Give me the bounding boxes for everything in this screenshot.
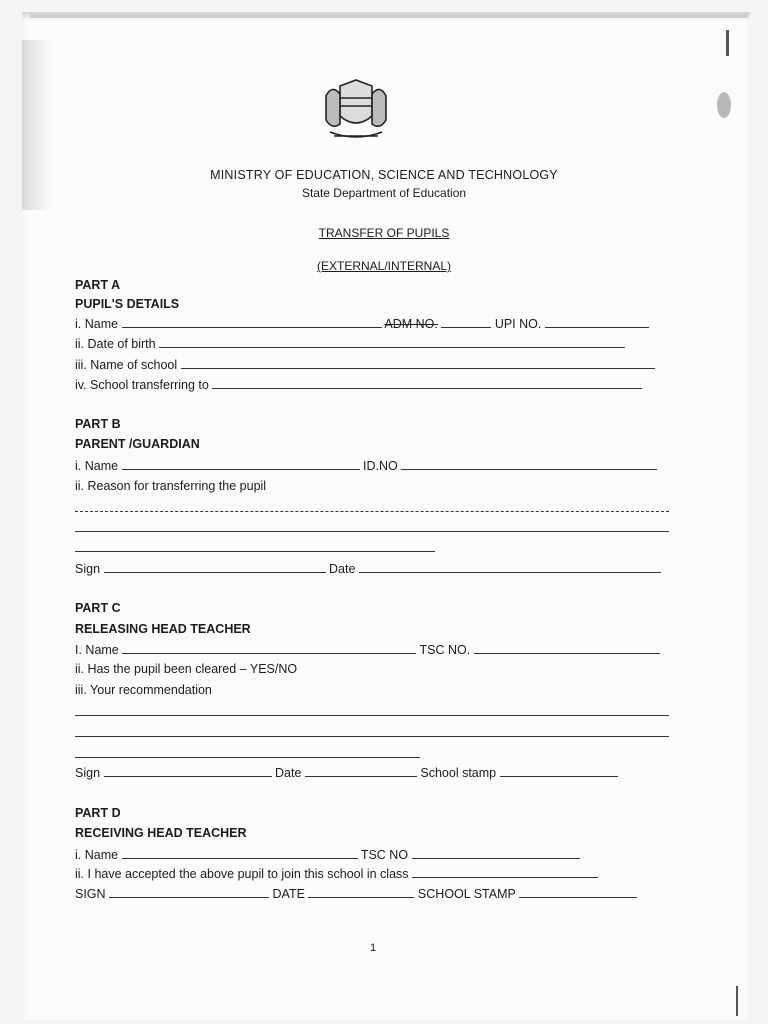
receiving-stamp-label: SCHOOL STAMP [417,887,516,901]
parent-name-label: i. Name [75,459,119,473]
releasing-sign-label: Sign [75,766,101,780]
adm-no-field[interactable] [441,316,491,328]
releasing-name-row [75,642,660,657]
form-title: TRANSFER OF PUPILS [318,226,450,240]
parent-name-row [75,458,657,473]
school-row [75,357,655,372]
pupil-name-row [75,316,649,331]
school-label: iii. Name of school [75,358,178,372]
receiving-date-label: DATE [272,887,305,901]
reason-line-2[interactable] [75,531,669,532]
upi-no-label: UPI NO. [494,317,542,331]
form-subtitle: (EXTERNAL/INTERNAL) [316,259,452,273]
ministry-title: MINISTRY OF EDUCATION, SCIENCE AND TECHNOLOGY [210,168,558,182]
releasing-stamp-label: School stamp [420,766,497,780]
recommendation-line-1[interactable] [75,715,669,716]
reason-line-1[interactable] [75,511,669,512]
parent-sign-label: Sign [75,562,101,576]
releasing-date-field[interactable] [305,765,417,777]
dob-label: ii. Date of birth [75,337,156,351]
receiving-stamp-field[interactable] [519,886,637,898]
part-d-heading: RECEIVING HEAD TEACHER [75,826,247,840]
part-a-label: PART A [75,278,121,292]
parent-date-field[interactable] [359,561,661,573]
reason-line-3[interactable] [75,551,435,552]
ink-smudge [717,92,731,118]
recommendation-label: iii. Your recommendation [75,683,212,697]
class-field[interactable] [412,866,598,878]
cleared-question: ii. Has the pupil been cleared – YES/NO [75,662,298,676]
receiving-name-row [75,847,580,862]
parent-sign-field[interactable] [104,561,326,573]
accepted-row [75,866,598,881]
scan-mark [726,30,729,56]
scan-mark [736,986,738,1016]
receiving-name-label: i. Name [75,848,119,862]
receiving-tsc-label: TSC NO [360,848,409,862]
parent-date-label: Date [329,562,356,576]
releasing-tsc-field[interactable] [474,642,660,654]
adm-no-label: ADM NO. [384,317,438,331]
dob-field[interactable] [159,336,625,348]
part-d-label: PART D [75,806,121,820]
reason-label: ii. Reason for transferring the pupil [75,479,267,493]
part-c-heading: RELEASING HEAD TEACHER [75,622,251,636]
part-b-label: PART B [75,417,121,431]
releasing-sign-row [75,765,618,780]
part-c-label: PART C [75,601,121,615]
transfer-to-field[interactable] [212,377,642,389]
kenya-coat-of-arms-icon [316,76,396,144]
receiving-date-field[interactable] [308,886,414,898]
receiving-name-field[interactable] [122,847,358,859]
id-no-field[interactable] [401,458,657,470]
releasing-tsc-label: TSC NO. [419,643,471,657]
releasing-stamp-field[interactable] [500,765,618,777]
scan-shadow [22,40,52,210]
part-b-heading: PARENT /GUARDIAN [75,437,200,451]
scan-edge-line [30,14,748,18]
pupil-name-field[interactable] [122,316,382,328]
releasing-name-label: I. Name [75,643,119,657]
dob-row [75,336,625,351]
department-title: State Department of Education [301,186,467,200]
recommendation-line-2[interactable] [75,736,669,737]
page-number: 1 [370,942,377,954]
parent-name-field[interactable] [122,458,360,470]
upi-no-field[interactable] [545,316,649,328]
accepted-label: ii. I have accepted the above pupil to join this school in class [75,867,409,881]
releasing-name-field[interactable] [122,642,416,654]
parent-sign-row [75,561,661,576]
receiving-sign-label: SIGN [75,887,106,901]
receiving-sign-field[interactable] [109,886,269,898]
id-no-label: ID.NO [363,459,398,473]
releasing-sign-field[interactable] [104,765,272,777]
pupil-name-label: i. Name [75,317,119,331]
transfer-to-label: iv. School transferring to [75,378,209,392]
releasing-date-label: Date [275,766,302,780]
receiving-tsc-field[interactable] [412,847,580,859]
school-field[interactable] [181,357,655,369]
receiving-sign-row [75,886,637,901]
part-a-heading: PUPIL'S DETAILS [75,297,180,311]
transfer-to-row [75,377,642,392]
recommendation-line-3[interactable] [75,757,420,758]
